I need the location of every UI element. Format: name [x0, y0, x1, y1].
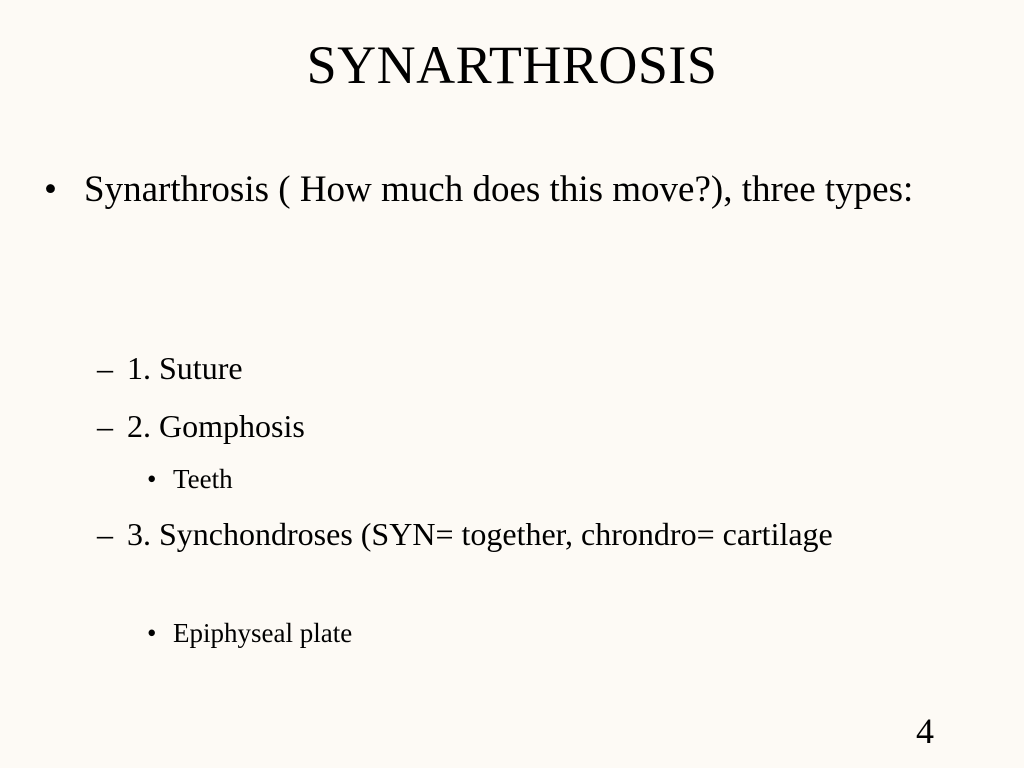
dash-icon: –: [97, 350, 113, 386]
slide-title: SYNARTHROSIS: [306, 35, 718, 95]
sub-item-text: Teeth: [173, 464, 233, 494]
main-bullet: [44, 166, 994, 213]
list-item-text: 3. Synchondroses (SYN= together, chrondro= cartilage: [127, 516, 833, 552]
dash-icon: –: [97, 408, 113, 444]
sub-item-text: Epiphyseal plate: [173, 618, 353, 648]
list-item-text: 2. Gomphosis: [127, 408, 305, 444]
list-item-synchondroses: [97, 514, 957, 555]
list-item-text: 1. Suture: [127, 350, 243, 386]
sub-item-epiphyseal-plate: [147, 616, 933, 650]
sub-item-teeth: [147, 462, 933, 496]
list-item-gomphosis: [97, 406, 957, 447]
bullet-dot-icon: •: [44, 169, 57, 210]
slide-number: 4: [916, 711, 934, 751]
list-item-suture: [97, 348, 957, 389]
main-bullet-text: Synarthrosis ( How much does this move?), three types:: [84, 169, 914, 210]
bullet-dot-icon: •: [147, 464, 157, 494]
bullet-dot-icon: •: [147, 618, 157, 648]
dash-icon: –: [97, 516, 113, 552]
